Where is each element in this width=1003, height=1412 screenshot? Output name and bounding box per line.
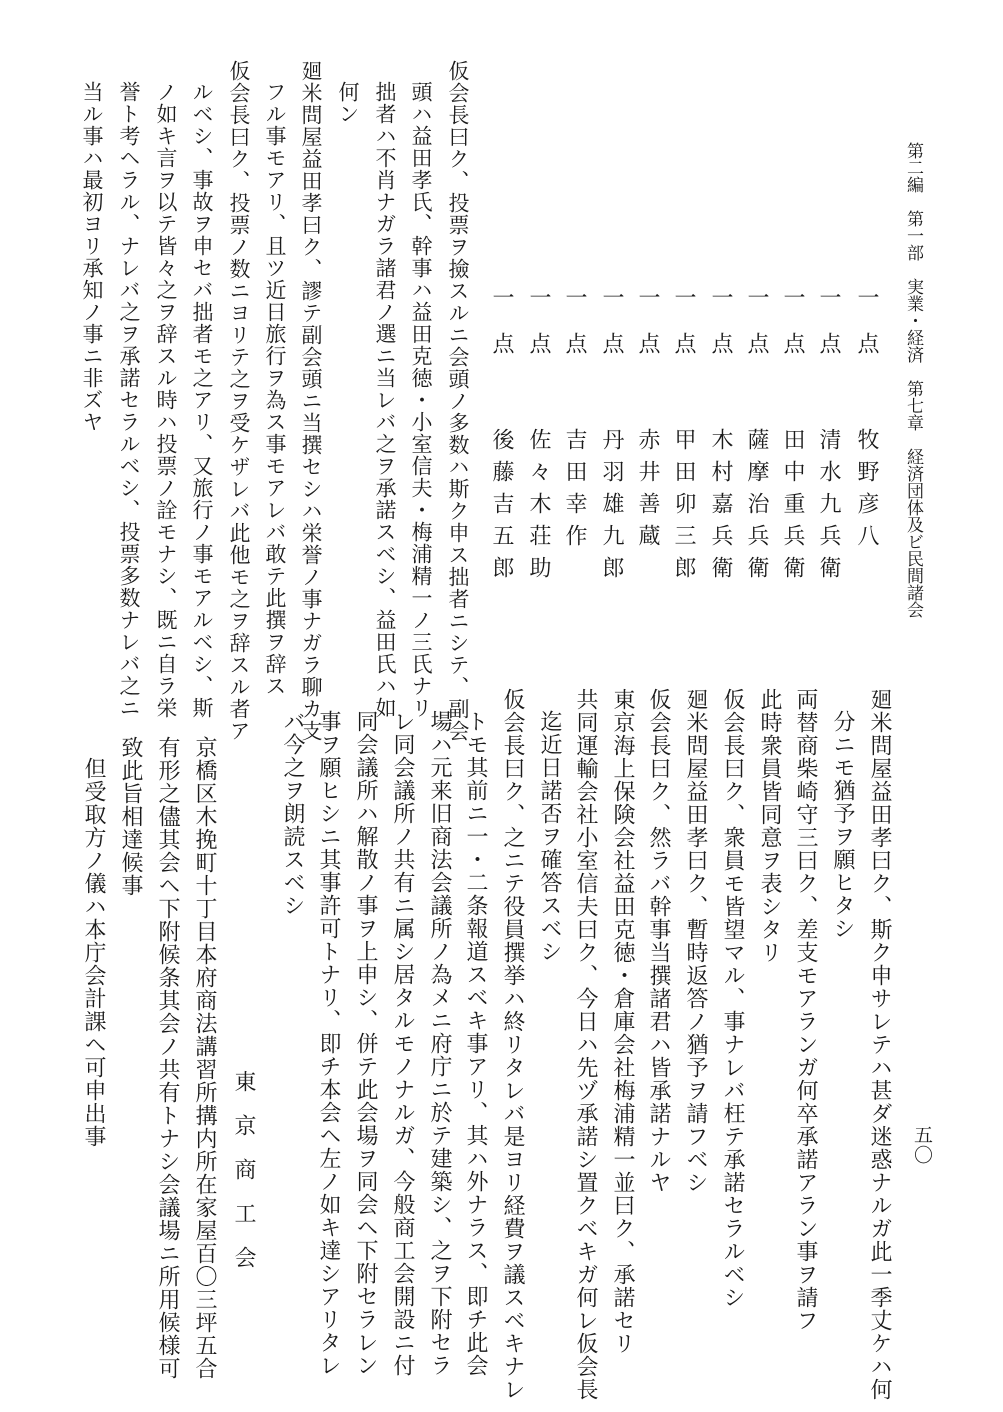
vote-name: 後藤吉五郎 (489, 428, 514, 588)
vote-name: 吉田幸作 (562, 428, 587, 556)
text-line: 廻米問屋益田孝曰ク、斯ク申サレテハ甚ダ迷惑ナルガ此一季丈ケハ何 (867, 688, 892, 1401)
text-line: 拙者ハ不肖ナガラ諸君ノ選ニ当レバ之ヲ承諾スベシ、益田氏ハ如 (373, 81, 397, 719)
vote-mark: 一 点 (562, 286, 587, 355)
text-line: 仮会長曰ク、投票ヲ撿スルニ会頭ノ多数ハ斯ク申ス拙者ニシテ、副会 (446, 60, 470, 742)
vote-mark: 一 点 (635, 286, 660, 355)
text-line: 廻米問屋益田孝曰ク、暫時返答ノ猶予ヲ請フベシ (683, 688, 708, 1194)
text-line: 同会議所ハ解散ノ事ヲ上申シ、併テ此会場ヲ同会ヘ下附セラレン (353, 710, 378, 1377)
vote-mark: 一 点 (854, 286, 879, 355)
text-line: 仮会長曰ク、投票ノ数ニヨリテ之ヲ受ケザレバ此他モ之ヲ辞スル者ア (227, 60, 251, 742)
text-line: 京橋区木挽町十丁目本府商法講習所搆内所在家屋百〇三坪五合 (192, 736, 217, 1380)
text-line: 仮会長曰ク、然ラバ幹事当撰諸君ハ皆承諾ナルヤ (646, 688, 671, 1194)
text-line: バ今之ヲ朗読スベシ (280, 710, 305, 917)
vote-mark: 一 点 (744, 286, 769, 355)
text-line: 致此旨相達候事 (118, 736, 143, 897)
text-line: 有形之儘其会ヘ下附候条其会ノ共有トナシ会議場ニ所用候様可 (155, 736, 180, 1380)
vote-name: 甲田卯三郎 (671, 428, 696, 588)
vote-mark: 一 点 (526, 286, 551, 355)
text-line: 東京海上保険会社益田克徳・倉庫会社梅浦精一並曰ク、承諾セリ (610, 688, 635, 1355)
vote-name: 清水九兵衛 (816, 428, 841, 588)
vote-name: 薩摩治兵衛 (744, 428, 769, 588)
signatory-tokyo-shokokai: 東京商工会 (231, 1070, 256, 1290)
text-line: 誉ト考ヘラル、ナレバ之ヲ承諾セラルベシ、投票多数ナレバ之ニ (117, 81, 141, 719)
text-line: 頭ハ益田孝氏、幹事ハ益田克徳・小室信夫・梅浦精一ノ三氏ナリ (409, 81, 433, 719)
vote-name: 田中重兵衛 (780, 428, 805, 588)
text-line: 当ル事ハ最初ヨリ承知ノ事ニ非ズヤ (80, 81, 104, 433)
vote-name: 佐々木荘助 (526, 428, 551, 588)
vote-name: 丹羽雄九郎 (599, 428, 624, 588)
running-header: 第二編 第一部 実業・経済 第七章 経済団体及ビ民間諸会 (903, 142, 923, 618)
vote-mark: 一 点 (780, 286, 805, 355)
vote-mark: 一 点 (489, 286, 514, 355)
vote-mark: 一 点 (816, 286, 841, 355)
text-line: ノ如キ言ヲ以テ皆々之ヲ辞スル時ハ投票ノ詮モナシ、既ニ自ラ栄 (154, 81, 178, 719)
text-line: 此時衆員皆同意ヲ表シタリ (757, 688, 782, 964)
vote-name: 木村嘉兵衛 (708, 428, 733, 588)
page-number: 五〇 (911, 1125, 933, 1165)
text-line: 仮会長曰ク、之ニテ役員撰挙ハ終リタレバ是ヨリ経費ヲ議スベキナレ (500, 688, 525, 1401)
vote-name: 牧野彦八 (854, 428, 879, 556)
text-line: 仮会長曰ク、衆員モ皆望マル、事ナレバ枉テ承諾セラルベシ (720, 688, 745, 1309)
text-line: レ同会議所ノ共有ニ属シ居タルモノナルガ、今般商工会開設ニ付 (390, 710, 415, 1377)
vote-mark: 一 点 (708, 286, 733, 355)
text-line: 共同運輸会社小室信夫曰ク、今日ハ先ヅ承諾シ置クベキガ何レ仮会長 (573, 688, 598, 1401)
text-line: ルベシ、事故ヲ申セバ拙者モ之アリ、又旅行ノ事モアルベシ、斯 (190, 81, 214, 719)
text-line: 何ン (336, 81, 360, 125)
text-line: 場ハ元来旧商法会議所ノ為メニ府庁ニ於テ建築シ、之ヲ下附セラ (427, 710, 452, 1377)
text-line: 分ニモ猶予ヲ願ヒタシ (830, 710, 855, 940)
text-line: 但受取方ノ儀ハ本庁会計課ヘ可申出事 (81, 757, 106, 1148)
vote-mark: 一 点 (599, 286, 624, 355)
vote-mark: 一 点 (671, 286, 696, 355)
text-line: 迄近日諾否ヲ確答スベシ (537, 710, 562, 963)
vote-name: 赤井善蔵 (635, 428, 660, 556)
text-line: トモ其前ニ一・二条報道スベキ事アリ、其ハ外ナラス、即チ此会 (463, 710, 488, 1377)
text-line: 廻米問屋益田孝曰ク、謬テ副会頭ニ当撰セシハ栄誉ノ事ナガラ聊カ支 (299, 60, 323, 742)
text-line: 両替商柴崎守三曰ク、差支モアランガ何卒承諾アラン事ヲ請フ (793, 688, 818, 1332)
text-line: 事ヲ願ヒシニ其事許可トナリ、即チ本会ヘ左ノ如キ達シアリタレ (316, 710, 341, 1377)
text-line: フル事モアリ、且ツ近日旅行ヲ為ス事モアレバ敢テ此撰ヲ辞ス (263, 81, 287, 697)
